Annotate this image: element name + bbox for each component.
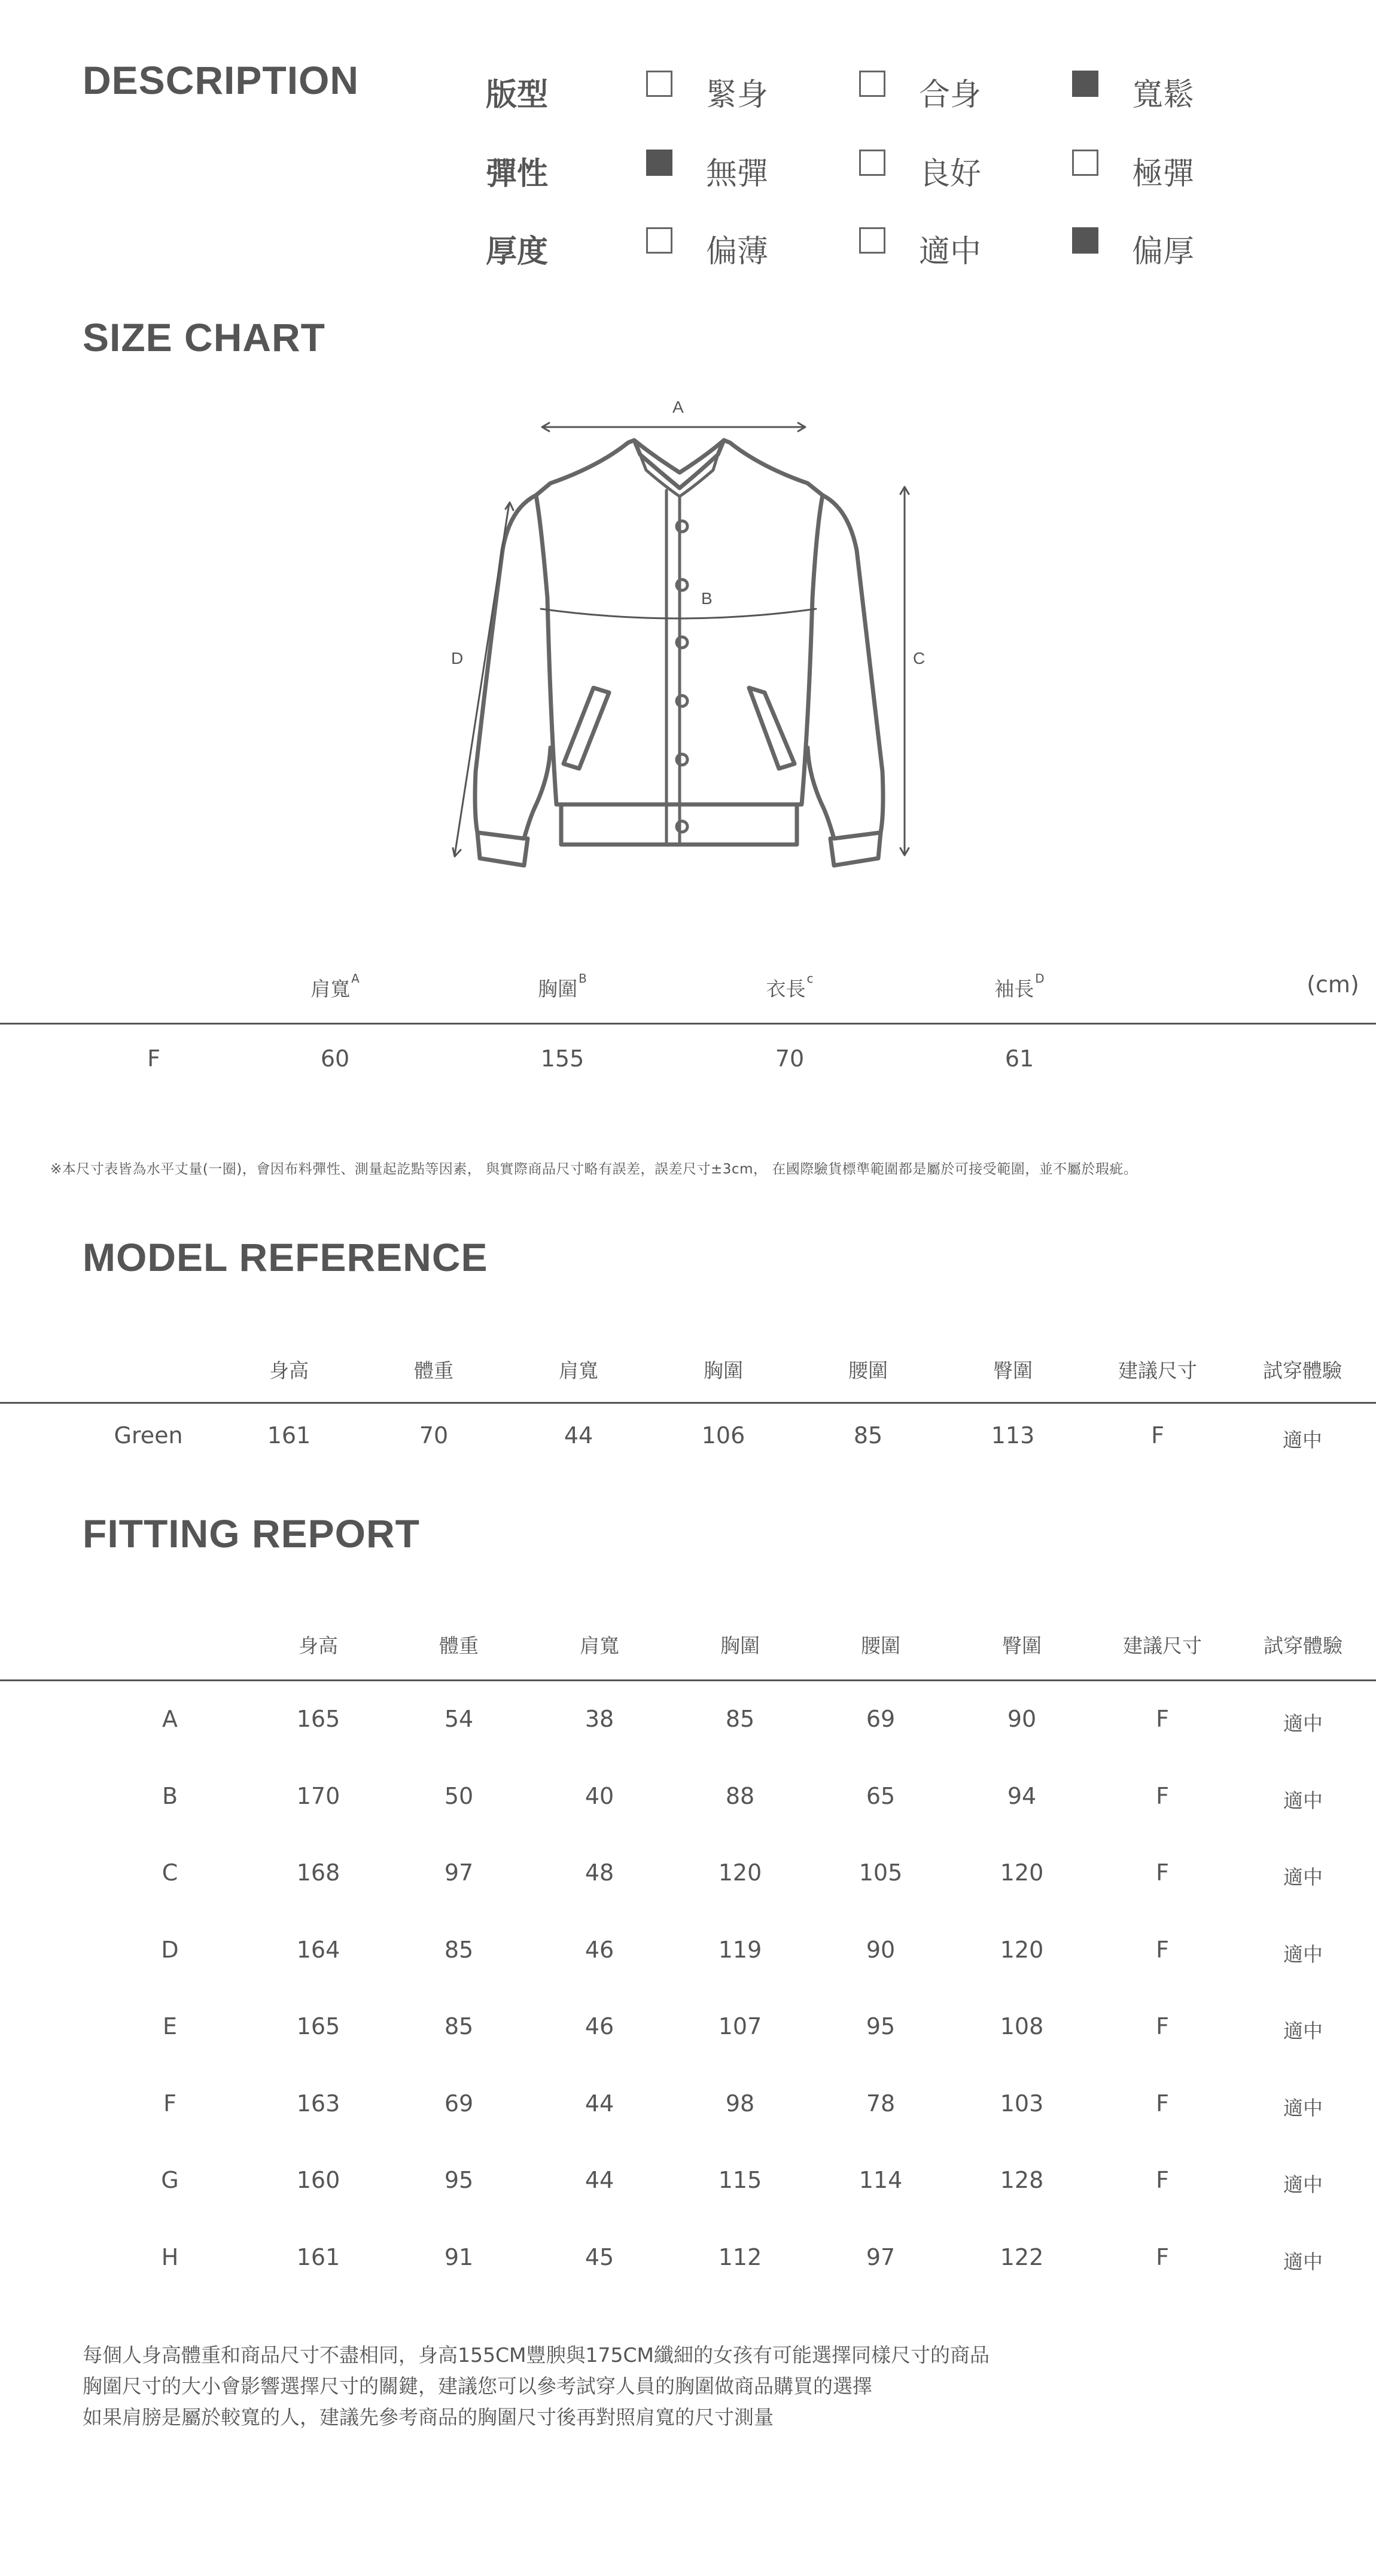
size-value-length: 70 (775, 1045, 805, 1072)
fit-cell: 85 (444, 1936, 474, 1963)
fit-cell: 97 (866, 2243, 896, 2270)
fit-cell: 112 (718, 2243, 762, 2270)
fit-cell: 69 (866, 1706, 896, 1732)
model-cell: 113 (991, 1422, 1035, 1449)
fit-cell: 95 (444, 2167, 474, 2193)
desc-label: 彈性 (486, 156, 549, 192)
fit-cell: F (1156, 1936, 1169, 1963)
fit-cell: 69 (444, 2090, 474, 2117)
model-header-0: 身高 (269, 1359, 309, 1382)
jacket-left-pocket (564, 688, 609, 769)
fit-header-2: 肩寬 (580, 1634, 619, 1657)
fit-cell: 120 (1000, 1936, 1044, 1963)
model-cell: 44 (564, 1422, 593, 1449)
fit-cell: 168 (296, 1859, 340, 1886)
fit-row-name: B (162, 1782, 178, 1809)
fit-row-name: D (161, 1936, 179, 1963)
fit-cell: 170 (296, 1782, 340, 1809)
option-label: 極彈 (1132, 156, 1195, 192)
model-cell: 適中 (1283, 1428, 1322, 1452)
desc-label: 版型 (486, 77, 549, 113)
fit-cell: F (1156, 1706, 1169, 1732)
fit-cell: F (1156, 2243, 1169, 2270)
model-header-3: 胸圍 (704, 1359, 743, 1382)
fit-cell: 適中 (1283, 2019, 1323, 2042)
option-label: 合身 (919, 77, 982, 113)
measure-label-d: D (451, 649, 464, 667)
measure-label-b: B (701, 589, 713, 608)
fit-cell: 108 (1000, 2013, 1044, 2040)
model-cell: 161 (267, 1422, 311, 1449)
model-table-divider (0, 1402, 1376, 1404)
fit-cell: 54 (444, 1706, 474, 1732)
fit-cell: 107 (718, 2013, 762, 2040)
jacket-collar (634, 440, 724, 488)
size-header-length: 衣長 $^c$ (766, 971, 814, 1001)
fit-header-1: 體重 (439, 1634, 479, 1657)
jacket-right-sleeve (808, 495, 883, 839)
fit-cell: 45 (585, 2243, 614, 2270)
fit-row-name: F (163, 2090, 176, 2117)
fit-row-name: A (162, 1706, 178, 1732)
option-label: 無彈 (706, 156, 769, 192)
fit-cell: 128 (1000, 2167, 1044, 2193)
model-header-2: 肩寬 (559, 1359, 598, 1382)
model-cell: F (1151, 1422, 1164, 1449)
measure-label-c: C (913, 649, 926, 667)
fit-row-name: H (161, 2243, 179, 2270)
option-label: 適中 (919, 234, 982, 270)
fit-cell: 適中 (1283, 2249, 1323, 2273)
fit-cell: 165 (296, 1706, 340, 1732)
model-cell: 85 (853, 1422, 883, 1449)
fit-cell: 120 (718, 1859, 762, 1886)
fit-cell: 38 (585, 1706, 614, 1732)
fit-header-3: 胸圍 (720, 1634, 760, 1657)
fit-header-0: 身高 (299, 1634, 338, 1657)
fit-cell: 40 (585, 1782, 614, 1809)
fit-header-5: 臀圍 (1002, 1634, 1042, 1657)
model-cell: 106 (701, 1422, 745, 1449)
fit-cell: 91 (444, 2243, 474, 2270)
fit-cell: 44 (585, 2090, 614, 2117)
fit-cell: 48 (585, 1859, 614, 1886)
jacket-diagram (0, 0, 1376, 897)
fit-cell: 120 (1000, 1859, 1044, 1886)
fit-cell: F (1156, 2090, 1169, 2117)
fit-cell: 119 (718, 1936, 762, 1963)
model-cell: 70 (419, 1422, 449, 1449)
fit-cell: 105 (859, 1859, 903, 1886)
fit-cell: 115 (718, 2167, 762, 2193)
fit-row-name: E (162, 2013, 178, 2040)
fit-cell: 165 (296, 2013, 340, 2040)
option-label: 寬鬆 (1132, 77, 1195, 113)
fit-header-4: 腰圍 (861, 1634, 900, 1657)
option-label: 緊身 (706, 77, 769, 113)
jacket-right-pocket (749, 688, 794, 769)
fit-cell: F (1156, 1782, 1169, 1809)
jacket-left-sleeve (475, 495, 550, 839)
model-header-5: 臀圍 (993, 1359, 1033, 1382)
fit-cell: 適中 (1283, 1865, 1323, 1889)
size-header-chest: 胸圍 $^B$ (538, 971, 587, 1001)
size-chart-title: SIZE CHART (83, 315, 325, 359)
footer-note-3: 如果肩膀是屬於較寬的人，建議先參考商品的胸圍尺寸後再對照肩寬的尺寸測量 (83, 2406, 774, 2429)
fit-cell: 65 (866, 1782, 896, 1809)
option-label: 良好 (919, 156, 982, 192)
fit-cell: 122 (1000, 2243, 1044, 2270)
model-header-7: 試穿體驗 (1263, 1359, 1342, 1382)
fit-cell: 85 (444, 2013, 474, 2040)
desc-label: 厚度 (486, 234, 549, 270)
fit-cell: 適中 (1283, 1788, 1323, 1812)
fit-cell: 164 (296, 1936, 340, 1963)
fit-cell: 90 (866, 1936, 896, 1963)
fit-header-6: 建議尺寸 (1123, 1634, 1202, 1657)
model-header-4: 腰圍 (848, 1359, 888, 1382)
fit-cell: 50 (444, 1782, 474, 1809)
fit-cell: 95 (866, 2013, 896, 2040)
size-unit: (cm) (1307, 971, 1359, 998)
fit-cell: 161 (296, 2243, 340, 2270)
size-header-shoulder: 肩寬 $^A$ (310, 971, 360, 1001)
size-header-sleeve: 袖長 $^D$ (994, 971, 1045, 1001)
option-label: 偏厚 (1132, 234, 1195, 270)
model-header-6: 建議尺寸 (1118, 1359, 1197, 1382)
size-value-chest: 155 (540, 1045, 585, 1072)
fit-cell: 94 (1007, 1782, 1037, 1809)
description-title: DESCRIPTION (83, 58, 360, 102)
fit-cell: 88 (725, 1782, 755, 1809)
model-header-1: 體重 (414, 1359, 453, 1382)
fit-cell: 97 (444, 1859, 474, 1886)
fit-cell: 適中 (1283, 2096, 1323, 2120)
fit-cell: 46 (585, 2013, 614, 2040)
size-value-shoulder: 60 (320, 1045, 350, 1072)
fit-cell: 103 (1000, 2090, 1044, 2117)
fit-cell: 114 (859, 2167, 903, 2193)
fit-row-name: C (162, 1859, 178, 1886)
fitting-report-title: FITTING REPORT (83, 1511, 420, 1556)
fit-cell: 46 (585, 1936, 614, 1963)
fit-table-divider (0, 1679, 1376, 1681)
fit-cell: F (1156, 2167, 1169, 2193)
measure-label-a: A (672, 398, 684, 416)
size-table-divider (0, 1023, 1376, 1025)
fit-cell: 適中 (1283, 2173, 1323, 2196)
footer-note-2: 胸圍尺寸的大小會影響選擇尺寸的關鍵，建議您可以參考試穿人員的胸圍做商品購買的選擇 (83, 2374, 872, 2398)
fit-cell: F (1156, 2013, 1169, 2040)
fit-row-name: G (161, 2167, 179, 2193)
fit-cell: 44 (585, 2167, 614, 2193)
fit-cell: F (1156, 1859, 1169, 1886)
model-row-name: Green (114, 1422, 183, 1449)
jacket-placket (666, 490, 680, 845)
model-reference-title: MODEL REFERENCE (83, 1235, 488, 1279)
footer-note-1: 每個人身高體重和商品尺寸不盡相同，身高155CM豐腴與175CM纖細的女孩有可能選擇同樣尺寸的商品 (83, 2343, 990, 2367)
size-note: ※本尺寸表皆為水平丈量(一圈)，會因布料彈性、測量起訖點等因素， 與實際商品尺寸略有誤差，誤差尺寸±3cm， 在國際驗貨標準範圍都是屬於可接受範圍，並不屬於瑕疵。 (50, 1162, 1138, 1177)
fit-cell: 90 (1007, 1706, 1037, 1732)
fit-cell: 78 (866, 2090, 896, 2117)
size-row-label: F (147, 1045, 160, 1072)
fit-cell: 適中 (1283, 1942, 1323, 1966)
fit-cell: 160 (296, 2167, 340, 2193)
fit-cell: 163 (296, 2090, 340, 2117)
size-value-sleeve: 61 (1004, 1045, 1034, 1072)
fit-cell: 85 (725, 1706, 755, 1732)
fit-cell: 98 (725, 2090, 755, 2117)
fit-header-7: 試穿體驗 (1264, 1634, 1342, 1657)
fit-cell: 適中 (1283, 1712, 1323, 1735)
option-label: 偏薄 (706, 234, 769, 270)
